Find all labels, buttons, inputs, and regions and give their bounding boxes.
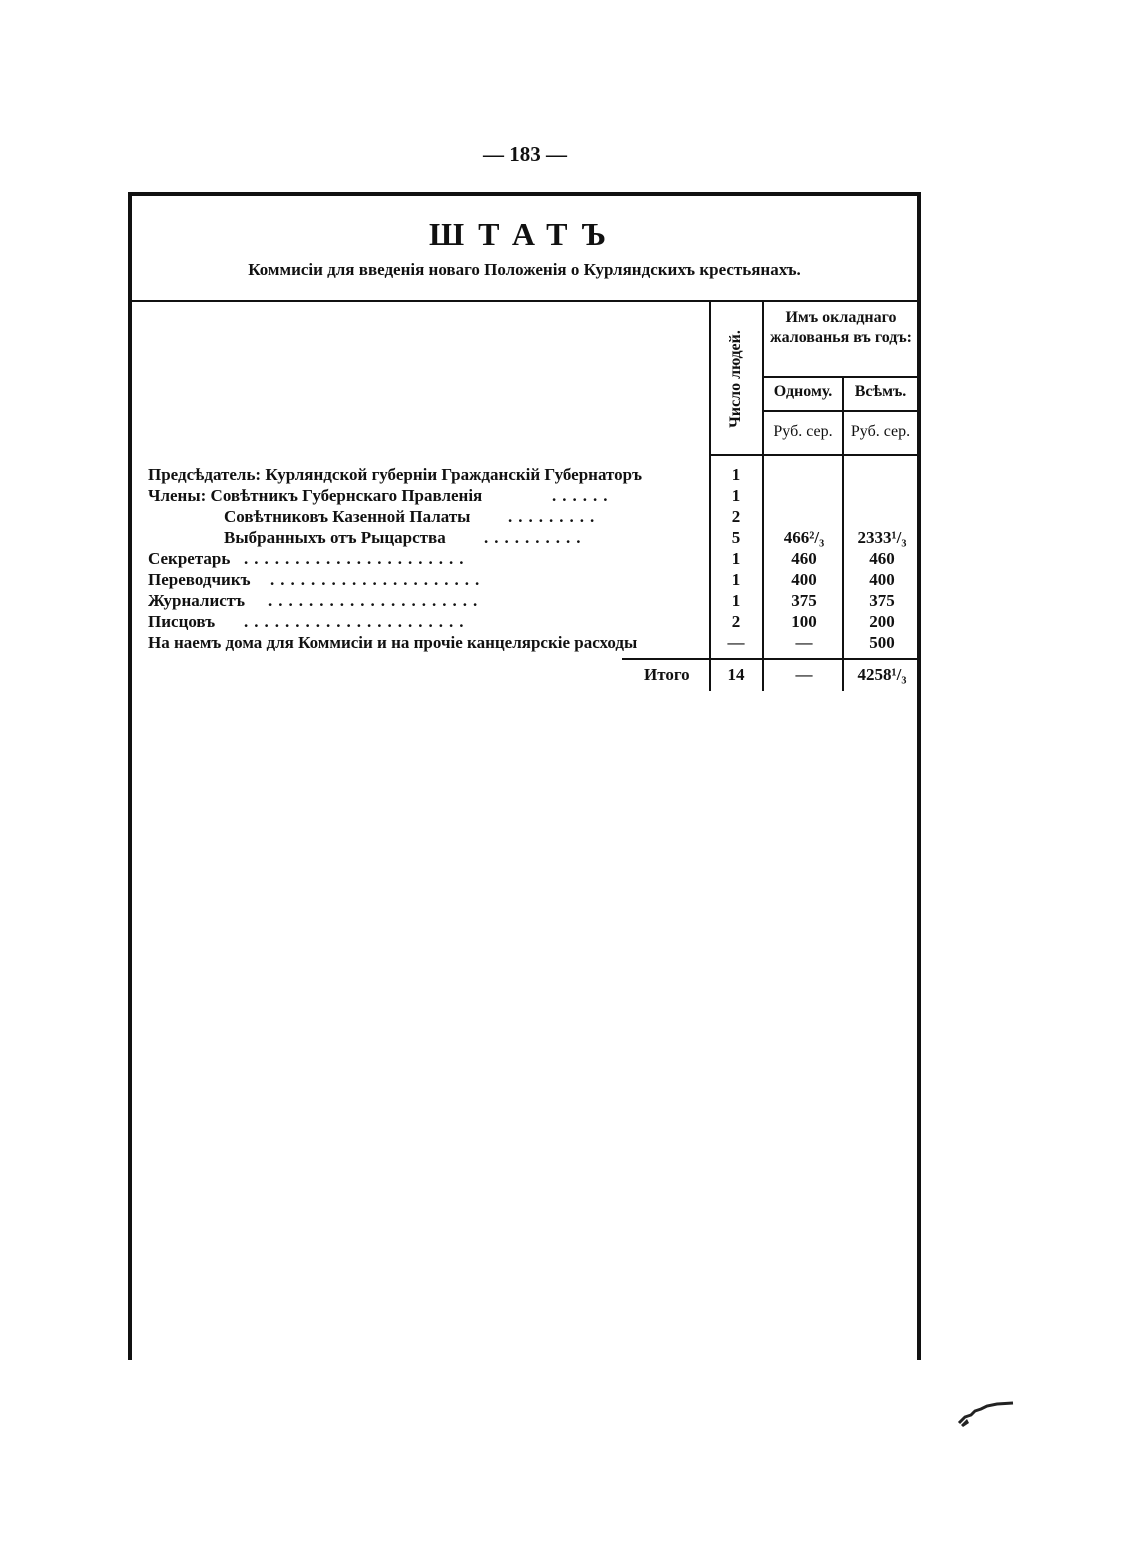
row-count: 1 — [731, 591, 741, 610]
column-header-salary-group: Имъ окладнаго жалованья въ годъ: — [769, 309, 913, 346]
row-count: 1 — [731, 486, 741, 505]
total-row — [132, 664, 922, 685]
row-label: Совѣтниковъ Казенной Палаты — [224, 507, 471, 526]
row-label: Выбранныхъ отъ Рыцарства — [224, 528, 446, 547]
column-header-all: Всѣмъ. — [854, 383, 907, 400]
row-salary-all: 200 — [869, 612, 895, 631]
leader-dots: ......... — [508, 507, 601, 526]
row-salary-all: 375 — [869, 591, 895, 610]
row-salary-one: 100 — [791, 612, 817, 631]
row-salary-all: 460 — [869, 549, 895, 568]
row-label: Члены: Совѣтникъ Губернскаго Правленія — [148, 486, 483, 505]
row-salary-one: 375 — [791, 591, 817, 610]
table-row — [132, 611, 922, 632]
total-rule — [622, 658, 917, 660]
row-count: 1 — [731, 549, 741, 568]
leader-dots: ...................... — [244, 549, 470, 568]
row-label: Секретарь — [148, 549, 231, 568]
header-rule-bottom — [709, 454, 917, 456]
column-header-one: Одному. — [773, 383, 833, 400]
table-row — [132, 569, 922, 590]
row-count: — — [727, 633, 745, 652]
row-count: 5 — [731, 528, 741, 547]
row-count: 2 — [731, 507, 741, 526]
column-header-count: Число людей. — [727, 330, 744, 428]
row-salary-one: — — [795, 633, 813, 652]
table-row — [132, 506, 922, 527]
table-row — [132, 527, 922, 548]
page-subtitle: Коммисіи для введенія новаго Положенія о Курляндскихъ крестьянахъ. — [248, 260, 801, 279]
row-salary-one: 466²/₃ — [783, 528, 825, 547]
column-unit-all: Руб. сер. — [850, 423, 911, 440]
row-salary-all: 500 — [869, 633, 895, 652]
table-row — [132, 485, 922, 506]
row-label: Переводчикъ — [148, 570, 251, 589]
total-count: 14 — [727, 665, 745, 684]
total-salary-one: — — [795, 665, 813, 684]
leader-dots: ...................... — [244, 612, 470, 631]
row-salary-one: 460 — [791, 549, 817, 568]
column-unit-one: Руб. сер. — [773, 423, 833, 440]
leader-dots: ..................... — [270, 570, 486, 589]
table-row — [132, 632, 922, 653]
row-count: 1 — [731, 570, 741, 589]
row-count: 1 — [731, 465, 741, 484]
leader-dots: ..................... — [268, 591, 484, 610]
row-label: Писцовъ — [148, 612, 216, 631]
table-frame — [128, 192, 921, 1360]
scan-smudge-icon — [957, 1393, 1017, 1433]
row-label: Предсѣдатель: Курляндской губерніи Гражданскій Губернаторъ — [148, 465, 642, 484]
page-number: — 183 — — [483, 142, 567, 166]
page-title: ШТАТЪ — [428, 216, 620, 252]
table-heading — [132, 196, 917, 302]
header-rule-group — [762, 376, 917, 378]
leader-dots: .......... — [484, 528, 587, 547]
total-salary-all: 4258¹/₃ — [857, 665, 907, 684]
row-salary-all: 2333¹/₃ — [857, 528, 907, 547]
row-label: На наемъ дома для Коммисіи и на прочіе канцелярскіе расходы — [148, 633, 638, 652]
header-rule-units — [762, 410, 917, 412]
table-row — [132, 548, 922, 569]
row-salary-one: 400 — [791, 570, 817, 589]
row-salary-all: 400 — [869, 570, 895, 589]
table-row — [132, 590, 922, 611]
table-row — [132, 464, 922, 485]
leader-dots: ...... — [552, 486, 614, 505]
row-count: 2 — [731, 612, 741, 631]
total-label: Итого — [644, 665, 690, 684]
row-label: Журналистъ — [148, 591, 246, 610]
